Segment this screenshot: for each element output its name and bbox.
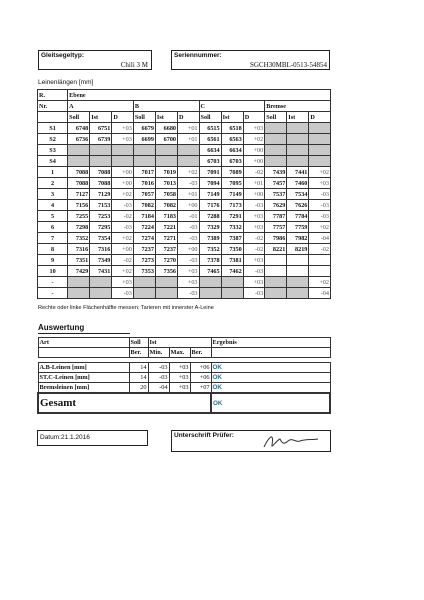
group-brake: Bremse [265, 101, 331, 112]
cell-d [178, 156, 200, 167]
cell-d: -03 [112, 222, 134, 233]
cell-ist: 7088 [90, 178, 112, 189]
cell-soll: 6748 [68, 123, 90, 134]
evaluation-rule [38, 333, 130, 334]
row-number: 8 [38, 244, 68, 255]
col-header-ist: Ist [287, 112, 309, 123]
cell-d: +03 [309, 178, 331, 189]
cell-ist: 7013 [155, 178, 177, 189]
cell-ist: 6680 [155, 123, 177, 134]
empty-header [38, 112, 68, 123]
cell-d: -03 [178, 288, 200, 299]
cell-soll: 8221 [265, 244, 287, 255]
table-row [38, 266, 331, 277]
cell-ist [90, 277, 112, 288]
cell-d: -03 [243, 200, 265, 211]
cell-ist [90, 145, 112, 156]
cell-soll: 7329 [199, 222, 221, 233]
eval-row [38, 383, 330, 394]
eval-result: OK [211, 383, 330, 394]
cell-d: -03 [178, 222, 200, 233]
cell-soll: 7237 [133, 244, 155, 255]
cell-d: -02 [243, 244, 265, 255]
cell-ist [287, 123, 309, 134]
cell-soll: 7757 [265, 222, 287, 233]
cell-d: +02 [243, 134, 265, 145]
cell-soll: 7273 [133, 255, 155, 266]
cell-soll: 7537 [265, 189, 287, 200]
cell-ist: 7431 [90, 266, 112, 277]
cell-d: +02 [309, 277, 331, 288]
cell-ist: 7271 [155, 233, 177, 244]
eval-h-ber: Ber. [129, 348, 148, 358]
cell-d: +02 [112, 233, 134, 244]
cell-ist: 7082 [155, 200, 177, 211]
cell-soll: 7389 [199, 233, 221, 244]
cell-d: +00 [243, 145, 265, 156]
cell-d: -03 [243, 266, 265, 277]
cell-soll: 7352 [199, 244, 221, 255]
cell-ist [287, 145, 309, 156]
cell-ist: 7332 [221, 222, 243, 233]
cell-d: +03 [243, 277, 265, 288]
cell-ist [287, 277, 309, 288]
table-row [38, 189, 331, 200]
line-length-table [37, 89, 331, 299]
cell-ist: 7441 [287, 167, 309, 178]
cell-d [309, 156, 331, 167]
eval-ber: 20 [129, 383, 148, 394]
cell-soll: 7787 [265, 211, 287, 222]
eval-ber2: +06 [190, 363, 211, 373]
cell-soll: 7986 [265, 233, 287, 244]
cell-d: +02 [309, 222, 331, 233]
cell-ist: 7019 [155, 167, 177, 178]
cell-d: +03 [178, 277, 200, 288]
cell-ist [221, 277, 243, 288]
cell-ist: 7387 [221, 233, 243, 244]
signature-box [171, 430, 331, 452]
cell-soll [265, 288, 287, 299]
cell-soll: 7224 [133, 222, 155, 233]
date-box [37, 430, 148, 446]
cell-d [309, 134, 331, 145]
cell-ist: 7759 [287, 222, 309, 233]
cell-d: -01 [178, 211, 200, 222]
eval-art: ST.C-Leinen [mm] [38, 373, 129, 383]
cell-d: -04 [309, 288, 331, 299]
eval-min: -03 [148, 363, 169, 373]
cell-ist: 6563 [221, 134, 243, 145]
cell-soll: 7353 [133, 266, 155, 277]
cell-d: -04 [309, 233, 331, 244]
cell-d: -03 [178, 233, 200, 244]
col-header-d: D [112, 112, 134, 123]
table-row [38, 178, 331, 189]
cell-d: -03 [243, 288, 265, 299]
cell-soll: 7094 [199, 178, 221, 189]
row-number: S2 [38, 134, 68, 145]
eval-h-max: Max. [169, 348, 190, 358]
cell-ist: 7088 [90, 167, 112, 178]
cell-d [309, 123, 331, 134]
cell-ist: 7354 [90, 233, 112, 244]
cell-soll: 7274 [133, 233, 155, 244]
serial-number-label: Seriennummer: [174, 52, 222, 59]
eval-row [38, 363, 330, 373]
cell-soll: 7127 [68, 189, 90, 200]
cell-d [309, 255, 331, 266]
header-nr: Nr. [38, 101, 68, 112]
group-c: C [199, 101, 265, 112]
row-number: 1 [38, 167, 68, 178]
cell-soll: 7091 [199, 167, 221, 178]
serial-number-value: SGCH30MBL-0513-54854 [249, 61, 327, 69]
cell-d: +03 [243, 222, 265, 233]
col-header-d: D [243, 112, 265, 123]
cell-ist: 7291 [221, 211, 243, 222]
cell-ist [155, 145, 177, 156]
cell-soll [68, 288, 90, 299]
evaluation-table [37, 337, 331, 414]
glider-type-box [38, 50, 152, 70]
cell-d [112, 156, 134, 167]
cell-ist: 7129 [90, 189, 112, 200]
cell-soll: 7176 [199, 200, 221, 211]
signature-image [260, 431, 320, 451]
eval-h-ber2: Ber. [190, 348, 211, 358]
cell-soll: 7088 [68, 167, 90, 178]
col-header-d: D [178, 112, 200, 123]
row-number: 6 [38, 222, 68, 233]
cell-soll: 7457 [265, 178, 287, 189]
cell-ist [221, 288, 243, 299]
cell-d: +03 [112, 123, 134, 134]
cell-ist: 6703 [221, 156, 243, 167]
cell-soll: 6561 [199, 134, 221, 145]
eval-h-empty [38, 348, 129, 358]
cell-soll [265, 277, 287, 288]
col-header-soll: Soll [199, 112, 221, 123]
cell-d [112, 145, 134, 156]
cell-soll: 7351 [68, 255, 90, 266]
eval-h-soll: Soll [129, 338, 148, 348]
col-header-soll: Soll [265, 112, 287, 123]
cell-ist: 7149 [221, 189, 243, 200]
cell-soll [265, 134, 287, 145]
cell-d: +03 [243, 211, 265, 222]
row-number: 3 [38, 189, 68, 200]
cell-ist: 7153 [90, 200, 112, 211]
table-row [38, 277, 331, 288]
cell-soll [133, 288, 155, 299]
cell-soll: 7352 [68, 233, 90, 244]
cell-d: +03 [243, 255, 265, 266]
header-rnr: R. [38, 90, 68, 101]
cell-ist: 7784 [287, 211, 309, 222]
cell-soll: 7156 [68, 200, 90, 211]
cell-ist [155, 277, 177, 288]
cell-soll: 7088 [68, 178, 90, 189]
cell-soll [133, 277, 155, 288]
cell-soll: 7255 [68, 211, 90, 222]
row-number: 5 [38, 211, 68, 222]
col-header-soll: Soll [68, 112, 90, 123]
cell-soll: 7082 [133, 200, 155, 211]
cell-soll [199, 277, 221, 288]
header-ebene: Ebene [68, 90, 331, 101]
cell-ist: 7381 [221, 255, 243, 266]
signature-label: Unterschrift Prüfer: [174, 432, 234, 439]
row-number: - [38, 288, 68, 299]
row-number: - [38, 277, 68, 288]
eval-result: OK [211, 373, 330, 383]
eval-total-row [38, 393, 330, 413]
cell-soll: 7017 [133, 167, 155, 178]
eval-h-result-empty [211, 348, 330, 358]
table-row [38, 288, 331, 299]
cell-ist: 7237 [155, 244, 177, 255]
cell-ist: 7173 [221, 200, 243, 211]
cell-ist [287, 134, 309, 145]
cell-soll [68, 277, 90, 288]
cell-soll: 7429 [68, 266, 90, 277]
cell-soll: 6679 [133, 123, 155, 134]
cell-ist: 6634 [221, 145, 243, 156]
cell-d: -03 [178, 178, 200, 189]
cell-ist: 6739 [90, 134, 112, 145]
cell-soll [68, 156, 90, 167]
cell-d: +02 [309, 167, 331, 178]
row-number: 10 [38, 266, 68, 277]
cell-ist: 7253 [90, 211, 112, 222]
cell-ist: 6751 [90, 123, 112, 134]
table-row [38, 145, 331, 156]
cell-soll: 7184 [133, 211, 155, 222]
cell-soll [265, 266, 287, 277]
eval-h-min: Min. [148, 348, 169, 358]
cell-d: +00 [112, 178, 134, 189]
table-row [38, 134, 331, 145]
cell-ist [155, 156, 177, 167]
cell-d: +01 [178, 189, 200, 200]
section-title: Leinenlängen [mm] [38, 79, 94, 86]
cell-d: -03 [309, 211, 331, 222]
col-header-soll: Soll [133, 112, 155, 123]
date-text: Datum:21.1.2016 [40, 434, 90, 441]
cell-d: -02 [112, 211, 134, 222]
cell-d: +03 [112, 134, 134, 145]
cell-d: -03 [112, 200, 134, 211]
cell-soll [265, 255, 287, 266]
cell-soll: 6703 [199, 156, 221, 167]
cell-d: +03 [112, 277, 134, 288]
cell-ist: 7089 [221, 167, 243, 178]
cell-d: -02 [112, 255, 134, 266]
cell-ist: 6700 [155, 134, 177, 145]
col-header-d: D [309, 112, 331, 123]
cell-soll [265, 145, 287, 156]
row-number: 7 [38, 233, 68, 244]
cell-d: +01 [178, 123, 200, 134]
eval-ber2: +07 [190, 383, 211, 394]
eval-total-result: OK [211, 393, 330, 413]
cell-ist: 7349 [90, 255, 112, 266]
cell-d: -03 [309, 189, 331, 200]
cell-ist: 7270 [155, 255, 177, 266]
cell-ist [155, 288, 177, 299]
eval-max: +03 [169, 363, 190, 373]
col-header-ist: Ist [90, 112, 112, 123]
cell-ist [287, 255, 309, 266]
eval-min: -04 [148, 383, 169, 394]
eval-row [38, 373, 330, 383]
cell-soll [133, 156, 155, 167]
cell-soll: 7378 [199, 255, 221, 266]
cell-ist [90, 288, 112, 299]
cell-soll [133, 145, 155, 156]
cell-ist: 7356 [155, 266, 177, 277]
measurement-note: Rechte oder linke Flächenhälfte messen; Tarieren mit innerster A-Leine [38, 305, 214, 311]
cell-d: -02 [309, 244, 331, 255]
cell-d: -03 [112, 288, 134, 299]
cell-d: +00 [178, 200, 200, 211]
cell-ist [287, 266, 309, 277]
eval-ber: 14 [129, 363, 148, 373]
cell-ist: 7534 [287, 189, 309, 200]
cell-d: +00 [178, 244, 200, 255]
cell-ist: 6518 [221, 123, 243, 134]
cell-soll [68, 145, 90, 156]
glider-type-label: Gleitsegeltyp: [41, 52, 84, 59]
cell-soll: 6515 [199, 123, 221, 134]
eval-total-label: Gesamt [38, 393, 211, 413]
table-row [38, 211, 331, 222]
cell-d: +00 [243, 156, 265, 167]
cell-soll [265, 123, 287, 134]
cell-soll: 7016 [133, 178, 155, 189]
eval-min: -03 [148, 373, 169, 383]
eval-ber2: +06 [190, 373, 211, 383]
cell-d: +00 [243, 189, 265, 200]
cell-ist: 7460 [287, 178, 309, 189]
cell-soll: 6736 [68, 134, 90, 145]
table-row [38, 222, 331, 233]
cell-ist: 7295 [90, 222, 112, 233]
cell-d: +03 [178, 266, 200, 277]
cell-soll: 7288 [199, 211, 221, 222]
eval-art: A.B-Leinen [mm] [38, 363, 129, 373]
cell-d: +00 [112, 244, 134, 255]
cell-soll: 6699 [133, 134, 155, 145]
cell-d [178, 145, 200, 156]
evaluation-title: Auswertung [38, 323, 85, 332]
cell-ist: 7462 [221, 266, 243, 277]
cell-ist: 7626 [287, 200, 309, 211]
group-a: A [68, 101, 134, 112]
cell-soll: 7439 [265, 167, 287, 178]
cell-soll: 7316 [68, 244, 90, 255]
cell-d [309, 266, 331, 277]
cell-d: +02 [112, 189, 134, 200]
cell-ist: 7095 [221, 178, 243, 189]
cell-d: +03 [243, 123, 265, 134]
cell-d: +01 [243, 178, 265, 189]
table-row [38, 233, 331, 244]
cell-d: -03 [178, 255, 200, 266]
row-number: S4 [38, 156, 68, 167]
table-row [38, 167, 331, 178]
table-row [38, 156, 331, 167]
cell-d: -02 [243, 233, 265, 244]
serial-number-box [171, 50, 330, 70]
table-row [38, 123, 331, 134]
group-b: B [133, 101, 199, 112]
cell-ist [287, 156, 309, 167]
cell-soll: 7465 [199, 266, 221, 277]
cell-soll: 7629 [265, 200, 287, 211]
cell-ist: 7221 [155, 222, 177, 233]
cell-d: -02 [243, 167, 265, 178]
eval-max: +03 [169, 373, 190, 383]
table-row [38, 255, 331, 266]
col-header-ist: Ist [155, 112, 177, 123]
cell-ist: 8219 [287, 244, 309, 255]
eval-max: +03 [169, 383, 190, 394]
cell-ist: 7316 [90, 244, 112, 255]
cell-ist: 7350 [221, 244, 243, 255]
glider-type-value: Chili 3 M [120, 61, 148, 69]
cell-d: +02 [178, 167, 200, 178]
row-number: S3 [38, 145, 68, 156]
row-number: 2 [38, 178, 68, 189]
cell-d: +01 [178, 134, 200, 145]
cell-d: +00 [112, 167, 134, 178]
cell-soll [265, 156, 287, 167]
column-header-row [38, 112, 331, 123]
cell-soll: 7149 [199, 189, 221, 200]
row-number: S1 [38, 123, 68, 134]
eval-ber: 14 [129, 373, 148, 383]
cell-d: +02 [112, 266, 134, 277]
cell-soll: 6634 [199, 145, 221, 156]
col-header-ist: Ist [221, 112, 243, 123]
cell-soll [199, 288, 221, 299]
cell-d [309, 145, 331, 156]
cell-ist [287, 288, 309, 299]
eval-h-ergebnis: Ergebnis [211, 338, 330, 348]
eval-result: OK [211, 363, 330, 373]
table-row [38, 244, 331, 255]
cell-soll: 7057 [133, 189, 155, 200]
cell-d: -03 [309, 200, 331, 211]
table-row [38, 200, 331, 211]
cell-ist: 7183 [155, 211, 177, 222]
row-number: 4 [38, 200, 68, 211]
eval-art: Bremsleinen [mm] [38, 383, 129, 394]
cell-ist: 7982 [287, 233, 309, 244]
cell-ist: 7058 [155, 189, 177, 200]
eval-h-ist: Ist [148, 338, 211, 348]
cell-soll: 7298 [68, 222, 90, 233]
cell-ist [90, 156, 112, 167]
row-number: 9 [38, 255, 68, 266]
eval-h-art: Art [38, 338, 129, 348]
